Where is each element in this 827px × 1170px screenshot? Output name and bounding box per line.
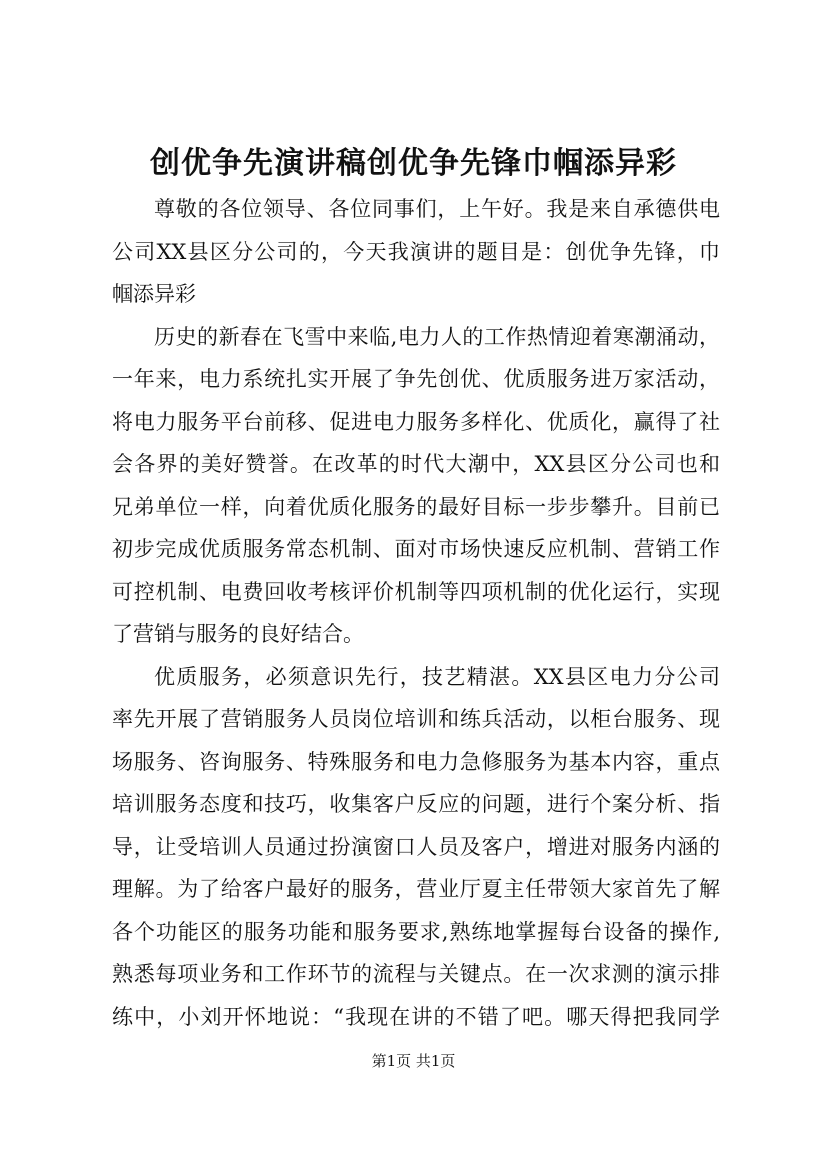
- paragraph-line: 历史的新春在飞雪中来临,电力人的工作热情迎着寒潮涌动，: [154, 324, 720, 349]
- paragraph-line: 可控机制、电费回收考核评价机制等四项机制的优化运行，实现: [112, 579, 720, 604]
- paragraph-line: 优质服务，必须意识先行，技艺精湛。XX县区电力分公司: [154, 664, 720, 689]
- document-title: 创优争先演讲稿创优争先锋巾帼添异彩: [150, 146, 677, 181]
- paragraph-line: 尊敬的各位领导、各位同事们，上午好。我是来自承德供电: [154, 197, 720, 221]
- paragraph-line: 初步完成优质服务常态机制、面对市场快速反应机制、营销工作: [112, 537, 720, 561]
- paragraph-line: 培训服务态度和技巧，收集客户反应的问题，进行个案分析、指: [112, 792, 720, 816]
- document-body: [112, 188, 720, 1038]
- paragraph-line: 一年来，电力系统扎实开展了争先创优、优质服务进万家活动，: [112, 367, 720, 391]
- paragraph-line: 熟悉每项业务和工作环节的流程与关键点。在一次求测的演示排: [112, 962, 720, 986]
- paragraph-line: 率先开展了营销服务人员岗位培训和练兵活动，以柜台服务、现: [112, 707, 720, 731]
- paragraph-line: 练中，小刘开怀地说：“我现在讲的不错了吧。哪天得把我同学: [112, 1004, 720, 1029]
- paragraph-line: 导，让受培训人员通过扮演窗口人员及客户，增进对服务内涵的: [112, 834, 720, 859]
- paragraph-line: 兄弟单位一样，向着优质化服务的最好目标一步步攀升。目前已: [112, 494, 720, 519]
- paragraph-line: 了营销与服务的良好结合。: [112, 622, 364, 646]
- paragraph-line: 场服务、咨询服务、特殊服务和电力急修服务为基本内容，重点: [112, 749, 720, 774]
- paragraph-line: 将电力服务平台前移、促进电力服务多样化、优质化，赢得了社: [112, 409, 720, 434]
- paragraph-line: 帼添异彩: [112, 282, 196, 306]
- paragraph-line: 公司XX县区分公司的，今天我演讲的题目是：创优争先锋，巾: [112, 239, 720, 264]
- paragraph-line: 理解。为了给客户最好的服务，营业厅夏主任带领大家首先了解: [112, 877, 720, 901]
- page-footer: 第1页 共1页: [371, 1052, 456, 1070]
- paragraph-line: 会各界的美好赞誉。在改革的时代大潮中，XX县区分公司也和: [112, 452, 720, 476]
- paragraph-line: 各个功能区的服务功能和服务要求,熟练地掌握每台设备的操作,: [112, 919, 720, 944]
